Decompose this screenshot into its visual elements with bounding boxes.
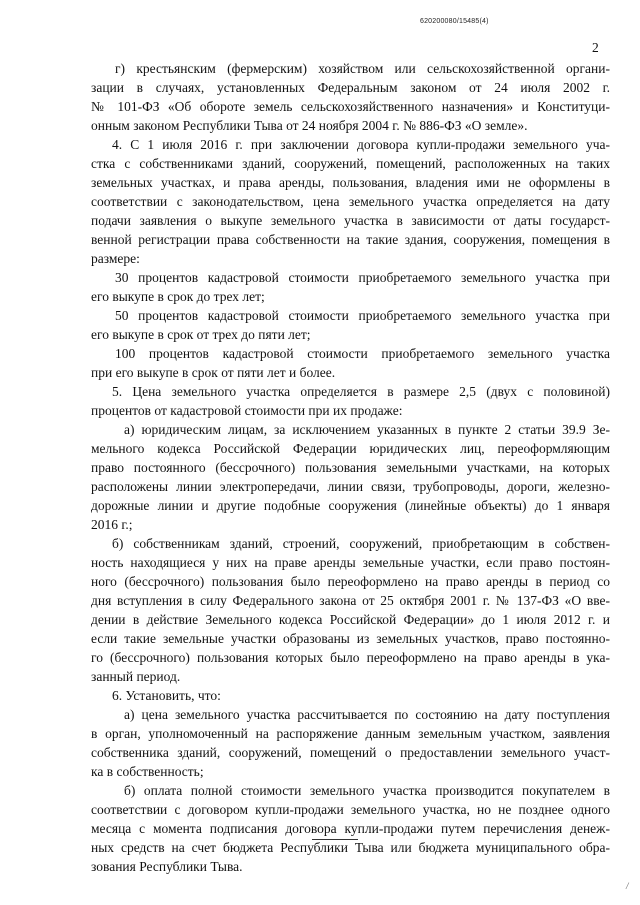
text-line: 100 процентов кадастровой стоимости приобретаемого земельного участка — [115, 346, 610, 361]
text-line: зования Республики Тыва. — [91, 859, 243, 874]
text-line: 4. С 1 июля 2016 г. при заключении договора купли-продажи земельного уча- — [112, 137, 610, 152]
document-body — [91, 59, 610, 876]
text-line: венной регистрации права собственности на такие здания, сооружения, помещения в — [91, 232, 610, 247]
text-line: 5. Цена земельного участка определяется в размере 2,5 (двух с половиной) — [112, 384, 610, 399]
text-line: месяца с момента подписания договора купли-продажи путем перечисления денеж- — [91, 821, 610, 836]
text-line: процентов от кадастровой стоимости при их продаже: — [91, 403, 403, 418]
text-line: земельных участках, и права аренды, пользования, владения ими не оформлены в — [91, 175, 610, 190]
text-line: дорожные линии и другие подобные сооружения (линейные объекты) до 1 января — [91, 498, 610, 513]
text-line: стка с собственниками зданий, сооружений, помещений, расположенных на таких — [91, 156, 610, 171]
text-line: 2016 г.; — [91, 517, 133, 532]
text-line: его выкупе в срок от трех до пяти лет; — [91, 327, 311, 342]
text-line: дении в действие Земельного кодекса Российской Федерации» до 1 июля 2012 г. и — [91, 612, 610, 627]
text-line: б) собственникам зданий, строений, сооружений, приобретающим в собствен- — [112, 536, 610, 551]
text-line: 50 процентов кадастровой стоимости приобретаемого земельного участка при — [115, 308, 610, 323]
text-line: г) крестьянским (фермерским) хозяйством или сельскохозяйственной органи- — [115, 61, 610, 76]
text-line: онным законом Республики Тыва от 24 ноября 2004 г. № 886-ФЗ «О земле». — [91, 118, 528, 133]
text-line: соответствии с законодательством, цена земельного участка определяется на дату — [91, 194, 610, 209]
text-line: при его выкупе в срок от пяти лет и более. — [91, 365, 336, 380]
text-line: 6. Установить, что: — [112, 688, 221, 703]
text-line: мельного кодекса Российской Федерации юридических лиц, переоформляющим — [91, 441, 610, 456]
text-line: собственника зданий, сооружений, помещений о предоставлении земельного участ- — [91, 745, 610, 760]
scan-mark: / — [626, 881, 629, 891]
text-line: ность находящиеся у них на праве аренды земельные участки, если право постоян- — [91, 555, 610, 570]
document-registration-number: 620200080/15485(4) — [420, 18, 489, 25]
text-line: если такие земельные участки образованы из земельных участков, право постоянно- — [91, 631, 610, 646]
text-line: дня вступления в силу Федерального закона от 25 октября 2001 г. № 137-ФЗ «О вве- — [91, 593, 610, 608]
text-line: размере: — [91, 251, 140, 266]
text-line: соответствии с договором купли-продажи земельного участка, но не позднее одного — [91, 802, 610, 817]
text-line: подачи заявления о выкупе земельного участка в зависимости от даты государст- — [91, 213, 610, 228]
text-line: № 101-ФЗ «Об обороте земель сельскохозяйственного назначения» и Конституци- — [91, 99, 610, 114]
text-line: право постоянного (бессрочного) пользования земельными участками, на которых — [91, 460, 610, 475]
text-line: расположены линии электропередачи, линии связи, трубопроводы, дороги, железно- — [91, 479, 610, 494]
text-line: занный период. — [91, 669, 181, 684]
text-line: а) юридическим лицам, за исключением указанных в пункте 2 статьи 39.9 Зе- — [124, 422, 610, 437]
page-separator-rule — [312, 839, 358, 840]
text-line: ка в собственность; — [91, 764, 204, 779]
text-line: его выкупе в срок до трех лет; — [91, 289, 265, 304]
text-line: б) оплата полной стоимости земельного участка производится покупателем в — [124, 783, 610, 798]
text-line: 30 процентов кадастровой стоимости приобретаемого земельного участка при — [115, 270, 610, 285]
page-number: 2 — [592, 40, 599, 55]
text-line: в орган, уполномоченный на распоряжение данным земельным участком, заявления — [91, 726, 610, 741]
text-line: ных средств на счет бюджета Республики Тыва или бюджета муниципального обра- — [91, 840, 610, 855]
text-line: ного (бессрочного) пользования было переоформлено на право аренды в период со — [91, 574, 610, 589]
text-line: а) цена земельного участка рассчитывается по состоянию на дату поступления — [124, 707, 610, 722]
text-line: зации в случаях, установленных Федеральным законом от 24 июля 2002 г. — [91, 80, 610, 95]
text-line: го (бессрочного) пользования которых было переоформлено на право аренды в ука- — [91, 650, 610, 665]
